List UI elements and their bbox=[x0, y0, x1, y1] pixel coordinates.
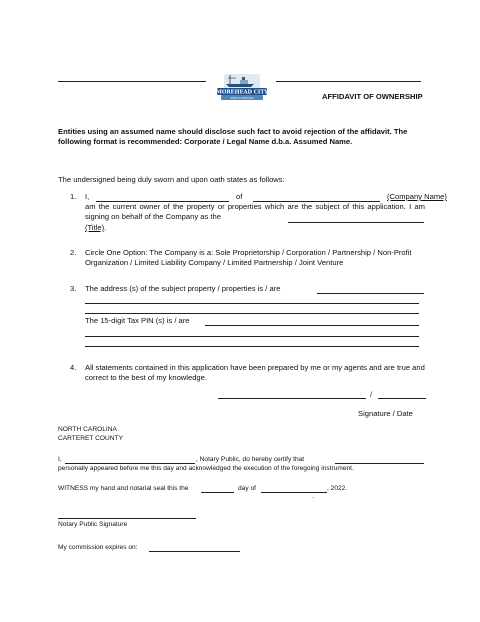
notary-appearance-text: personally appeared before me this day and acknowledged the execution of the foregoing instrument. bbox=[58, 465, 354, 472]
tax-pin-field-2[interactable] bbox=[85, 336, 419, 337]
notary-signature-field[interactable] bbox=[58, 518, 196, 519]
tax-pin-field-3[interactable] bbox=[85, 346, 419, 347]
logo-line1: MOREHEAD CITY bbox=[216, 89, 268, 96]
address-field-1[interactable] bbox=[317, 293, 424, 294]
item-2-text: Circle One Option: The Company is a: Sole Proprietorship / Corporation / Partnership / Non-Profit Organization / Limited Liability Company / Limited Partnership / Joint Venture bbox=[85, 248, 412, 268]
item-4-text: All statements contained in this application have been prepared by me or my agents and are true and correct to the best of my knowledge. bbox=[85, 363, 425, 383]
county-label: CARTERET COUNTY bbox=[58, 435, 123, 442]
witness-day-of: day of bbox=[238, 485, 256, 492]
item-4-number: 4. bbox=[70, 363, 77, 372]
sworn-statement: The undersigned being duly sworn and upon oath states as follows: bbox=[58, 175, 285, 184]
item-3-number: 3. bbox=[70, 284, 77, 293]
signature-slash: / bbox=[370, 390, 373, 399]
document-title: AFFIDAVIT OF OWNERSHIP bbox=[322, 92, 423, 101]
witness-text: WITNESS my hand and notarial seal this the bbox=[58, 485, 189, 492]
item-2-number: 2. bbox=[70, 248, 77, 257]
item-1-body bbox=[85, 202, 425, 223]
item-1-text: am the current owner of the property or properties which are the subject of this application. I am signing on behalf of the Company as the bbox=[85, 202, 425, 222]
signature-field[interactable] bbox=[218, 398, 366, 399]
tax-pin-label: The 15-digit Tax PIN (s) is / are bbox=[85, 316, 190, 325]
morehead-city-logo bbox=[214, 72, 270, 102]
item-3-text: The address (s) of the subject property / properties is / are bbox=[85, 284, 281, 293]
state-label: NORTH CAROLINA bbox=[58, 426, 117, 433]
notary-certify-text: , Notary Public, do hereby certify that bbox=[196, 456, 305, 463]
item-1-title: (Title) bbox=[85, 223, 105, 232]
item-1-company-name-label: (Company Name) bbox=[387, 192, 447, 201]
witness-year: , 2022. bbox=[327, 485, 348, 492]
commission-label: My commission expires on: bbox=[58, 544, 138, 551]
header-line-right[interactable] bbox=[276, 81, 421, 82]
witness-day-field[interactable] bbox=[201, 492, 234, 493]
logo-line2: NORTH CAROLINA bbox=[230, 97, 254, 100]
date-field[interactable] bbox=[378, 398, 426, 399]
item-1-of: of bbox=[236, 192, 243, 201]
item-1-number: 1. bbox=[70, 192, 77, 201]
item-1-i: I, bbox=[85, 192, 90, 201]
item-1-end: . bbox=[104, 223, 107, 232]
notary-signature-label: Notary Public Signature bbox=[58, 521, 128, 528]
witness-dot: . bbox=[312, 493, 314, 500]
commission-date-field[interactable] bbox=[149, 551, 240, 552]
header-line-left[interactable] bbox=[58, 81, 206, 82]
witness-month-field[interactable] bbox=[261, 492, 327, 493]
address-field-2[interactable] bbox=[85, 303, 419, 304]
signature-date-label: Signature / Date bbox=[358, 409, 413, 418]
signer-title-field[interactable] bbox=[288, 222, 424, 223]
tax-pin-field-1[interactable] bbox=[205, 325, 419, 326]
item-1-title-label bbox=[85, 223, 106, 233]
notary-i: I, bbox=[58, 456, 62, 463]
intro-instructions: Entities using an assumed name should disclose such fact to avoid rejection of the affidavit. The following format is recommended: Corporate / Legal Name d.b.a. Assumed Name. bbox=[58, 127, 408, 147]
address-field-3[interactable] bbox=[85, 313, 419, 314]
